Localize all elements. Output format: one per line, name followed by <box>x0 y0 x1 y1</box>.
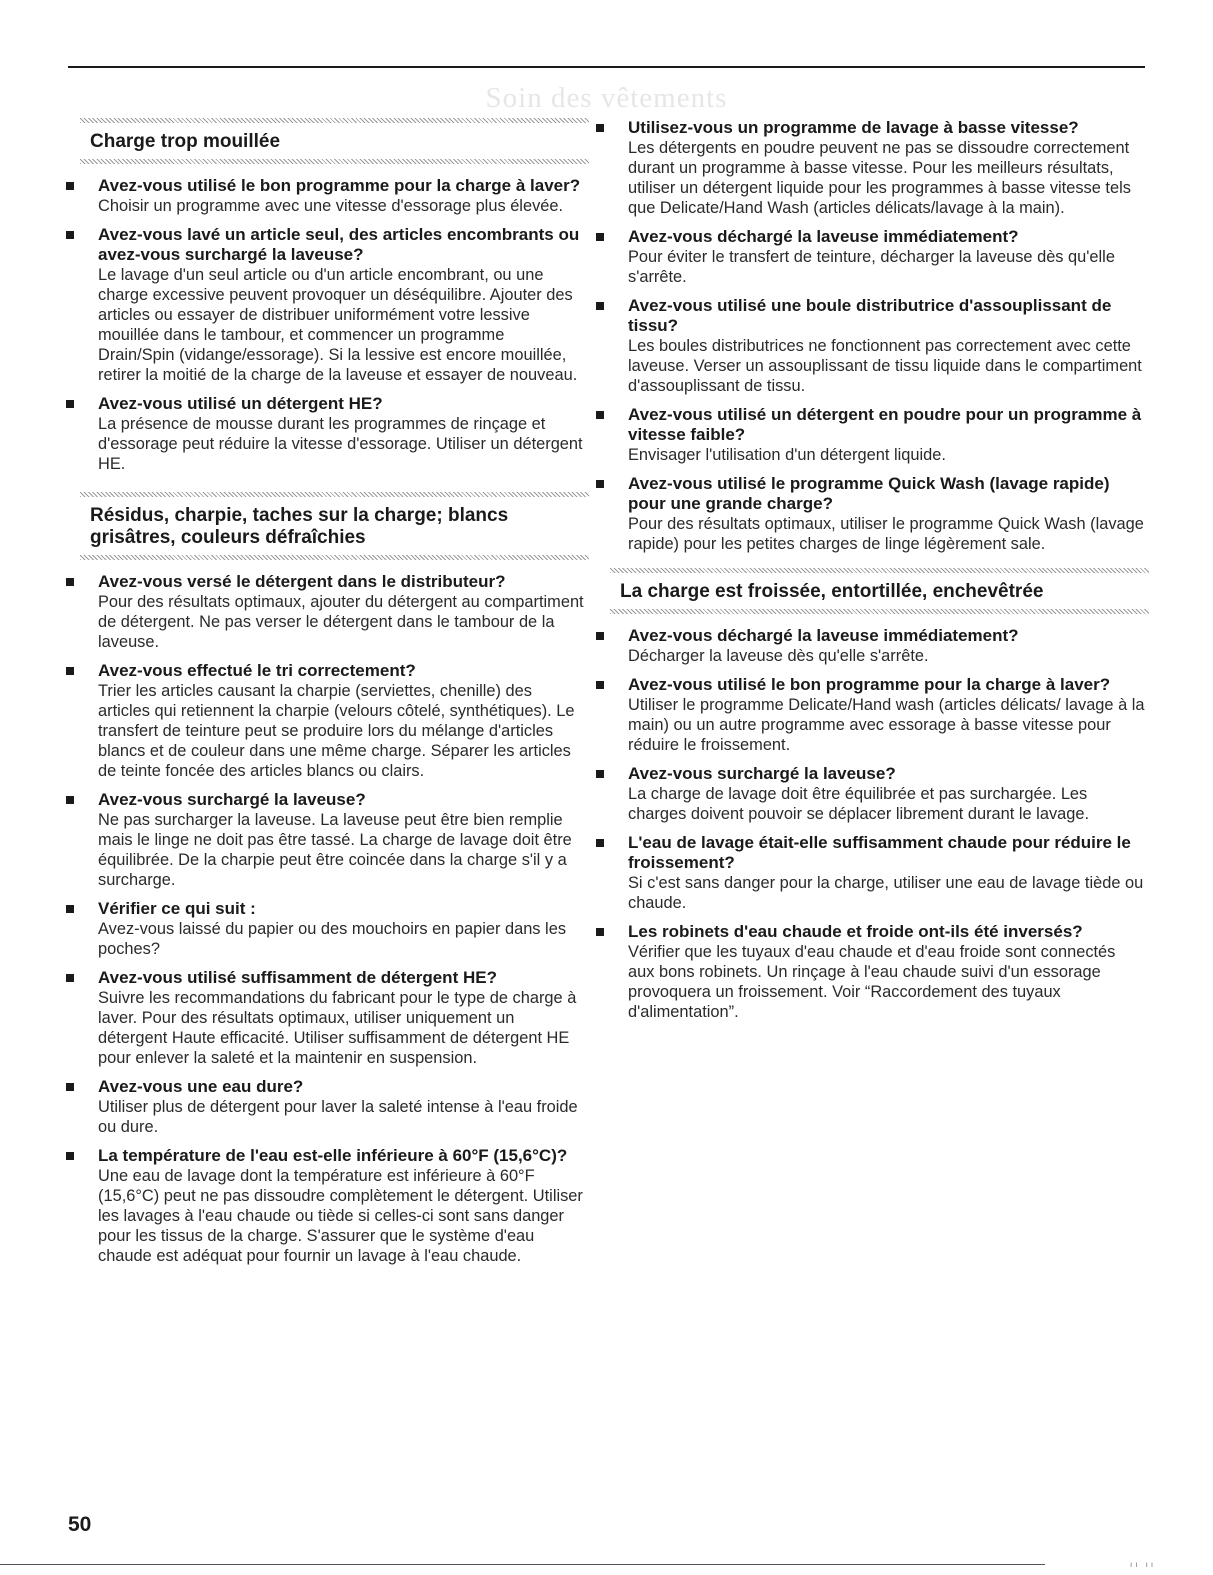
section-hatch-bottom <box>610 609 1149 614</box>
item-answer: Suivre les recommandations du fabricant pour le type de charge à laver. Pour des résultats optimaux, utiliser uniquement un détergent Haute efficacité. Utiliser suffisamment de détergent HE pour enlever la saleté et la maintenir en suspension. <box>98 989 577 1067</box>
list-item <box>90 899 585 959</box>
section-header <box>90 492 585 560</box>
list-item <box>90 661 585 781</box>
item-question: Avez-vous utilisé le bon programme pour la charge à laver? <box>98 176 581 195</box>
list-item <box>90 1146 585 1266</box>
item-answer: Vérifier que les tuyaux d'eau chaude et d'eau froide sont connectés aux bons robinets. Un rinçage à l'eau chaude suivi d'un essorage provoquera un froissement. Voir “Raccordement des tuyaux d'alimentation”. <box>628 943 1116 1021</box>
item-answer: Si c'est sans danger pour la charge, utiliser une eau de lavage tiède ou chaude. <box>628 874 1144 912</box>
item-answer: La charge de lavage doit être équilibrée et pas surchargée. Les charges doivent pouvoir se déplacer librement durant le lavage. <box>628 785 1090 823</box>
section-header <box>90 118 585 164</box>
bullet-icon <box>66 578 74 586</box>
bullet-icon <box>66 182 74 190</box>
page-title: Soin des vêtements <box>485 82 728 114</box>
left-column <box>90 118 585 1275</box>
item-question: Avez-vous une eau dure? <box>98 1077 304 1096</box>
item-answer: Ne pas surcharger la laveuse. La laveuse peut être bien remplie mais le linge ne doit pas être tassé. La charge de lavage doit être équilibrée. De la charpie peut être coincée dans la charge s'il y a surcharge. <box>98 811 572 889</box>
corner-mark: ıı ıı <box>1130 1560 1157 1569</box>
item-answer: Trier les articles causant la charpie (serviettes, chenille) des articles qui retiennent la charpie (velours côtelé, synthétiques). Le transfert de teinture peut se produire lors du mélange d'articles blancs et de couleur dans une même charge. Séparer les articles de teinte foncée des articles blancs ou clairs. <box>98 682 575 780</box>
item-answer: Les détergents en poudre peuvent ne pas se dissoudre correctement durant un programme à basse vitesse. Pour les meilleurs résultats, utiliser un détergent liquide pour les programmes à basse vitesse tels que Delicate/Hand Wash (articles délicats/lavage à la main). <box>628 139 1131 217</box>
item-question: Avez-vous lavé un article seul, des articles encombrants ou avez-vous surchargé la laveuse? <box>98 225 580 264</box>
item-question: Avez-vous utilisé le bon programme pour la charge à laver? <box>628 675 1111 694</box>
list-item <box>90 1077 585 1137</box>
bullet-icon <box>66 667 74 675</box>
bullet-icon <box>596 233 604 241</box>
item-question: Avez-vous déchargé la laveuse immédiatement? <box>628 626 1019 645</box>
item-answer: Pour des résultats optimaux, utiliser le programme Quick Wash (lavage rapide) pour les petites charges de linge légèrement sale. <box>628 515 1144 553</box>
bullet-icon <box>596 681 604 689</box>
item-answer: Choisir un programme avec une vitesse d'essorage plus élevée. <box>98 197 564 215</box>
bullet-icon <box>66 796 74 804</box>
section-hatch-bottom <box>80 159 589 164</box>
bullet-icon <box>66 231 74 239</box>
bullet-icon <box>596 411 604 419</box>
item-answer: Utiliser plus de détergent pour laver la saleté intense à l'eau froide ou dure. <box>98 1098 578 1136</box>
item-question: Avez-vous utilisé le programme Quick Wash (lavage rapide) pour une grande charge? <box>628 474 1110 513</box>
list-item <box>620 227 1145 287</box>
list-item <box>90 790 585 890</box>
item-answer: Pour des résultats optimaux, ajouter du détergent au compartiment de détergent. Ne pas verser le détergent dans le tambour de la laveuse. <box>98 593 584 651</box>
item-question: Avez-vous utilisé un détergent en poudre pour un programme à vitesse faible? <box>628 405 1142 444</box>
item-question: Avez-vous surchargé la laveuse? <box>628 764 896 783</box>
section-title: La charge est froissée, entortillée, enchevêtrée <box>620 581 1044 602</box>
bullet-icon <box>66 974 74 982</box>
item-question: Avez-vous surchargé la laveuse? <box>98 790 366 809</box>
list-item <box>620 675 1145 755</box>
item-answer: Le lavage d'un seul article ou d'un article encombrant, ou une charge excessive peuvent provoquer un déséquilibre. Ajouter des articles ou essayer de distribuer uniformément votre lessive mouillée dans le tambour, et commencer un programme Drain/Spin (vidange/essorage). Si la lessive est encore mouillée, retirer la moitié de la charge de la laveuse et essayer de nouveau. <box>98 266 578 384</box>
list-item <box>90 176 585 216</box>
bullet-icon <box>596 124 604 132</box>
list-item <box>90 968 585 1068</box>
item-question: Avez-vous utilisé suffisamment de détergent HE? <box>98 968 497 987</box>
item-answer: La présence de mousse durant les programmes de rinçage et d'essorage peut réduire la vitesse d'essorage. Utiliser un détergent HE. <box>98 415 583 473</box>
bullet-icon <box>66 400 74 408</box>
bottom-rule <box>0 1564 1045 1565</box>
section-title: Résidus, charpie, taches sur la charge; blancs grisâtres, couleurs défraîchies <box>90 505 509 548</box>
list-item <box>620 118 1145 218</box>
item-answer: Utiliser le programme Delicate/Hand wash (articles délicats/ lavage à la main) ou un autre programme avec essorage à basse vitesse pour réduire le froissement. <box>628 696 1145 754</box>
list-item <box>620 626 1145 666</box>
bullet-icon <box>596 632 604 640</box>
bullet-icon <box>596 302 604 310</box>
item-answer: Décharger la laveuse dès qu'elle s'arrête. <box>628 647 929 665</box>
item-question: L'eau de lavage était-elle suffisamment chaude pour réduire le froissement? <box>628 833 1131 872</box>
item-question: Vérifier ce qui suit : <box>98 899 256 918</box>
item-question: Avez-vous effectué le tri correctement? <box>98 661 416 680</box>
item-answer: Pour éviter le transfert de teinture, décharger la laveuse dès qu'elle s'arrête. <box>628 248 1115 286</box>
item-question: Avez-vous utilisé un détergent HE? <box>98 394 383 413</box>
item-answer: Avez-vous laissé du papier ou des mouchoirs en papier dans les poches? <box>98 920 567 958</box>
item-answer: Les boules distributrices ne fonctionnent pas correctement avec cette laveuse. Verser un assouplissant de tissu liquide dans le compartiment d'assouplissant de tissu. <box>628 337 1142 395</box>
section-title: Charge trop mouillée <box>90 131 281 152</box>
list-item <box>620 405 1145 465</box>
bullet-icon <box>596 839 604 847</box>
item-question: Utilisez-vous un programme de lavage à basse vitesse? <box>628 118 1079 137</box>
section-hatch-bottom <box>80 555 589 560</box>
list-item <box>620 922 1145 1022</box>
right-column <box>620 118 1145 1031</box>
top-rule <box>68 66 1145 68</box>
bullet-icon <box>66 1083 74 1091</box>
bullet-icon <box>596 928 604 936</box>
bullet-icon <box>596 480 604 488</box>
item-question: Avez-vous versé le détergent dans le distributeur? <box>98 572 506 591</box>
item-question: Avez-vous déchargé la laveuse immédiatement? <box>628 227 1019 246</box>
bullet-icon <box>66 1152 74 1160</box>
list-item <box>620 474 1145 554</box>
page-number: 50 <box>68 1513 92 1536</box>
list-item <box>90 394 585 474</box>
list-item <box>620 764 1145 824</box>
item-answer: Envisager l'utilisation d'un détergent liquide. <box>628 446 946 464</box>
item-question: Les robinets d'eau chaude et froide ont-ils été inversés? <box>628 922 1083 941</box>
list-item <box>620 833 1145 913</box>
list-item <box>90 225 585 385</box>
list-item <box>90 572 585 652</box>
list-item <box>620 296 1145 396</box>
bullet-icon <box>66 905 74 913</box>
bullet-icon <box>596 770 604 778</box>
item-answer: Une eau de lavage dont la température est inférieure à 60°F (15,6°C) peut ne pas dissoudre complètement le détergent. Utiliser les lavages à l'eau chaude ou tiède si celles-ci sont sans danger pour les tissus de la charge. S'assurer que le système d'eau chaude est adéquat pour fournir un lavage à l'eau chaude. <box>98 1167 583 1265</box>
item-question: La température de l'eau est-elle inférieure à 60°F (15,6°C)? <box>98 1146 568 1165</box>
item-question: Avez-vous utilisé une boule distributrice d'assouplissant de tissu? <box>628 296 1112 335</box>
section-header <box>620 568 1145 614</box>
